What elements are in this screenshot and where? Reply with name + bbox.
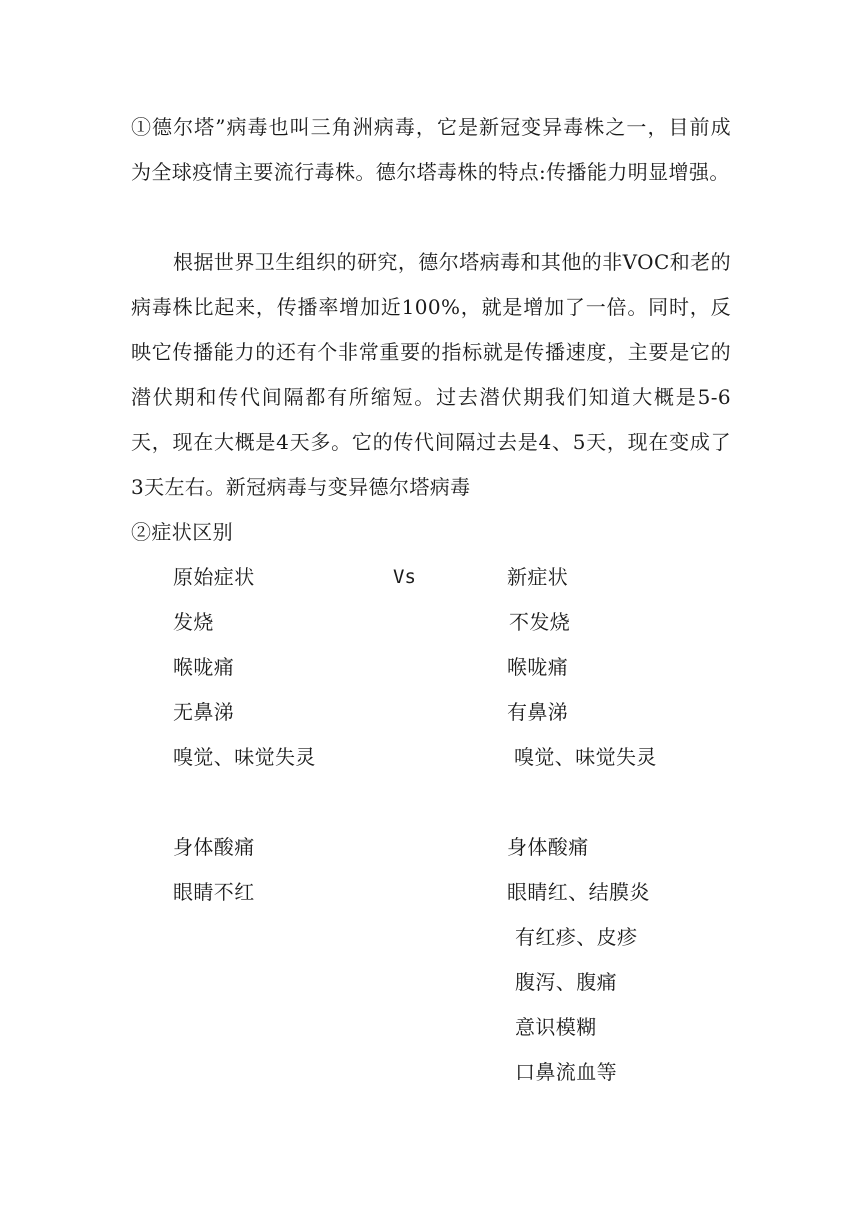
left-symptom-item: 身体酸痛 [173, 835, 255, 859]
right-symptom-item: 口鼻流血等 [515, 1060, 617, 1084]
right-symptom-item: 不发烧 [509, 610, 571, 634]
left-symptom-item: 喉咙痛 [173, 655, 235, 679]
right-symptom-item: 有红疹、皮疹 [515, 925, 638, 949]
right-symptom-item: 嗅觉、味觉失灵 [514, 745, 657, 769]
left-symptom-item: 发烧 [173, 610, 214, 634]
right-symptom-item: 腹泻、腹痛 [515, 970, 617, 994]
vs-label: Vs [393, 566, 416, 588]
left-column-header: 原始症状 [173, 565, 255, 589]
right-symptom-item: 喉咙痛 [507, 655, 569, 679]
section-heading: ②症状区别 [131, 520, 233, 544]
research-paragraph: 根据世界卫生组织的研究，德尔塔病毒和其他的非VOC和老的病毒株比起来，传播率增加近100%，就是增加了一倍。同时，反映它传播能力的还有个非常重要的指标就是传播速度，主要是它的潜伏期和传代间隔都有所缩短。过去潜伏期我们知道大概是5-6天，现在大概是4天多。它的传代间隔过去是4、5天，现在变成了3天左右。新冠病毒与变异德尔塔病毒 [131, 250, 731, 499]
right-symptom-item: 意识模糊 [515, 1015, 597, 1039]
left-symptom-item: 无鼻涕 [173, 700, 235, 724]
right-symptom-item: 有鼻涕 [507, 700, 569, 724]
right-symptom-item: 眼睛红、结膜炎 [507, 880, 650, 904]
left-symptom-item: 眼睛不红 [173, 880, 255, 904]
left-symptom-item: 嗅觉、味觉失灵 [173, 745, 316, 769]
intro-paragraph: ①德尔塔”病毒也叫三角洲病毒，它是新冠变异毒株之一，目前成为全球疫情主要流行毒株。德尔塔毒株的特点:传播能力明显增强。 [131, 115, 731, 184]
right-column-header: 新症状 [507, 565, 569, 589]
right-symptom-item: 身体酸痛 [507, 835, 589, 859]
